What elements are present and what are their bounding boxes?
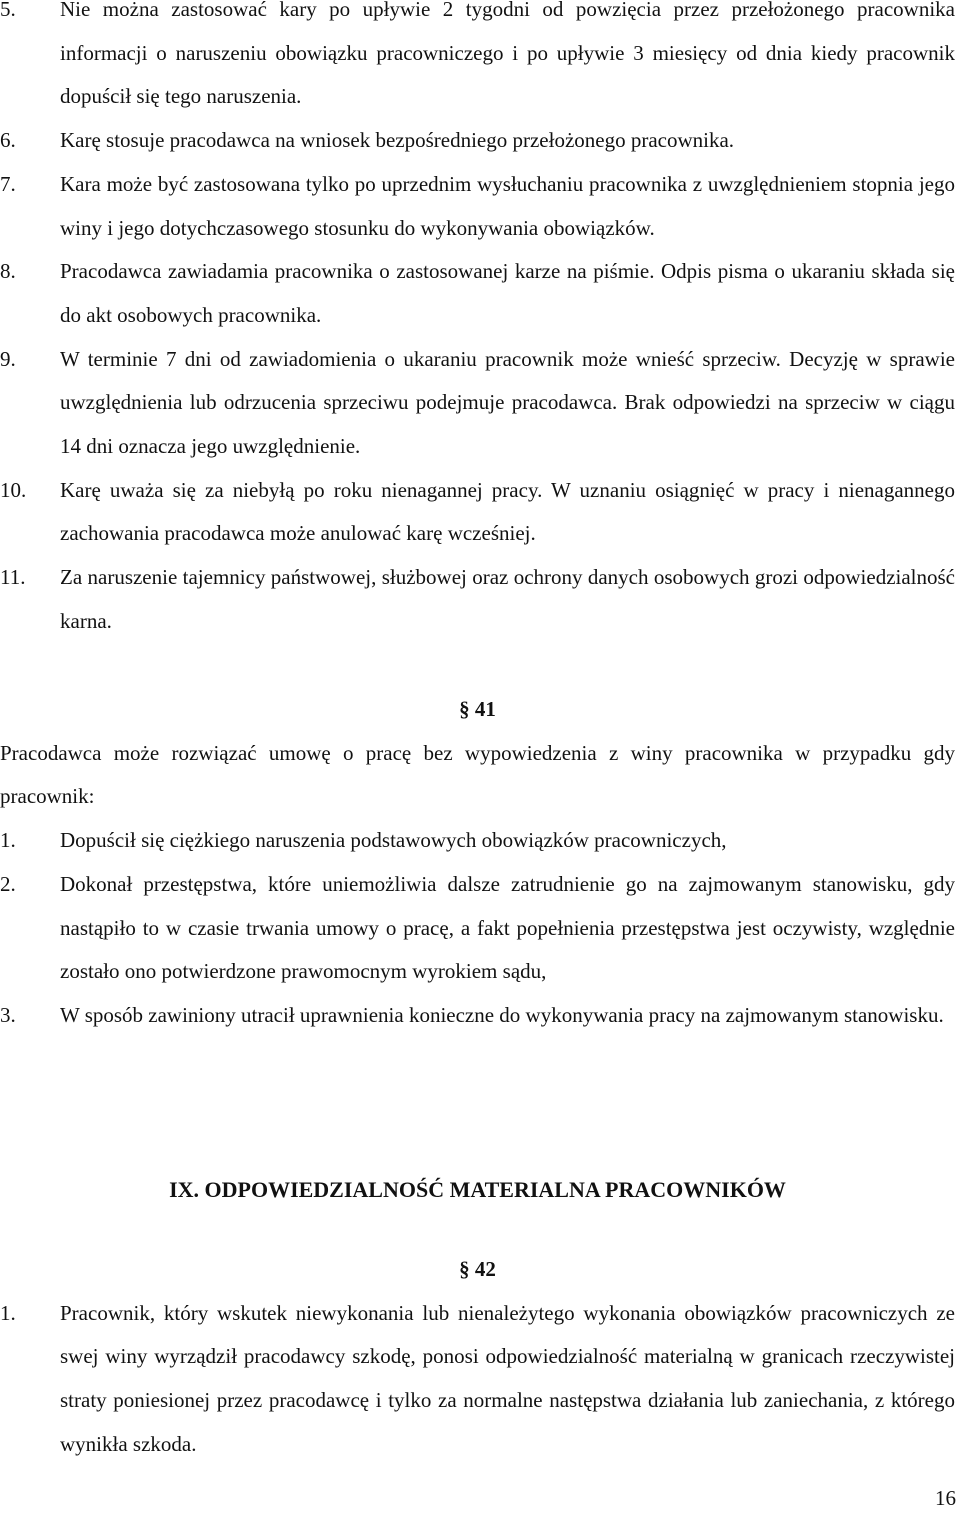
item-number: 9. <box>0 346 16 371</box>
page-number: 16 <box>935 1486 956 1510</box>
list-item <box>0 556 955 643</box>
section-41 <box>0 688 955 1038</box>
section-intro: Pracodawca może rozwiązać umowę o pracę bez wypowiedzenia z winy pracownika w przypadku gdy pracownik: <box>0 740 955 809</box>
item-number: 1. <box>0 828 16 853</box>
list-item <box>0 863 955 994</box>
item-number: 6. <box>0 128 16 153</box>
item-text: Karę stosuje pracodawca na wniosek bezpośredniego przełożonego pracownika. <box>60 128 735 153</box>
list-item <box>0 119 955 163</box>
section-mark: § 41 <box>459 697 496 721</box>
item-text: Kara może być zastosowana tylko po uprzednim wysłuchaniu pracownika z uwzględnieniem stopnia jego winy i jego dotychczasowego stosunku do wykonywania obowiązków. <box>60 171 955 240</box>
item-text: W sposób zawiniony utracił uprawnienia konieczne do wykonywania pracy na zajmowanym stanowisku. <box>60 1002 944 1027</box>
section-mark: § 42 <box>459 1257 496 1281</box>
item-text: W terminie 7 dni od zawiadomienia o ukaraniu pracownik może wnieść sprzeciw. Decyzję w sprawie uwzględnienia lub odrzucenia sprzeciwu podejmuje pracodawca. Brak odpowiedzi na sprzeciw w ciągu 14 dni oznacza jego uwzględnienie. <box>60 346 955 459</box>
chapter-heading: IX. ODPOWIEDZIALNOŚĆ MATERIALNA PRACOWNIKÓW <box>169 1177 786 1202</box>
numbered-list <box>0 819 955 1038</box>
numbered-list <box>0 0 955 644</box>
item-text: Pracodawca zawiadamia pracownika o zastosowanej karze na piśmie. Odpis pisma o ukaraniu składa się do akt osobowych pracownika. <box>60 259 955 327</box>
item-text: Za naruszenie tajemnicy państwowej, służbowej oraz ochrony danych osobowych grozi odpowiedzialność karna. <box>60 565 955 633</box>
item-number: 5. <box>0 0 16 21</box>
list-item <box>0 338 955 469</box>
item-text: Dokonał przestępstwa, które uniemożliwia dalsze zatrudnienie go na zajmowanym stanowisku, gdy nastąpiło to w czasie trwania umowy o pracę, a fakt popełnienia przestępstwa jest oczywisty, względnie zostało ono potwierdzone prawomocnym wyrokiem sądu, <box>60 871 955 984</box>
numbered-list <box>0 1292 955 1467</box>
item-number: 10. <box>0 477 27 502</box>
chapter-ix <box>0 1170 955 1467</box>
list-item <box>0 1292 955 1467</box>
regulation-items-block <box>0 0 955 644</box>
item-number: 2. <box>0 871 16 896</box>
list-item <box>0 250 955 337</box>
item-number: 1. <box>0 1300 16 1325</box>
list-item <box>0 994 955 1038</box>
item-text: Nie można zastosować kary po upływie 2 tygodni od powzięcia przez przełożonego pracownika informacji o naruszeniu obowiązku pracowniczego i po upływie 3 miesięcy od dnia kiedy pracownik dopuścił się tego naruszenia. <box>60 0 955 109</box>
item-number: 11. <box>0 565 26 590</box>
item-number: 8. <box>0 259 16 284</box>
item-text: Pracownik, który wskutek niewykonania lub nienależytego wykonania obowiązków pracowniczych ze swej winy wyrządził pracodawcy szkodę, ponosi odpowiedzialność materialną w granicach rzeczywistej straty poniesionej przez pracodawcę i tylko za normalne następstwa działania lub zaniechania, z którego wynikła szkoda. <box>60 1300 955 1456</box>
item-number: 7. <box>0 171 16 196</box>
item-text: Dopuścił się ciężkiego naruszenia podstawowych obowiązków pracowniczych, <box>60 828 727 853</box>
item-number: 3. <box>0 1002 16 1027</box>
list-item <box>0 819 955 863</box>
item-text: Karę uważa się za niebyłą po roku nienagannej pracy. W uznaniu osiągnięć w pracy i nienagannego zachowania pracodawca może anulować karę wcześniej. <box>60 477 955 546</box>
list-item <box>0 163 955 250</box>
list-item <box>0 469 955 556</box>
list-item <box>0 0 955 119</box>
